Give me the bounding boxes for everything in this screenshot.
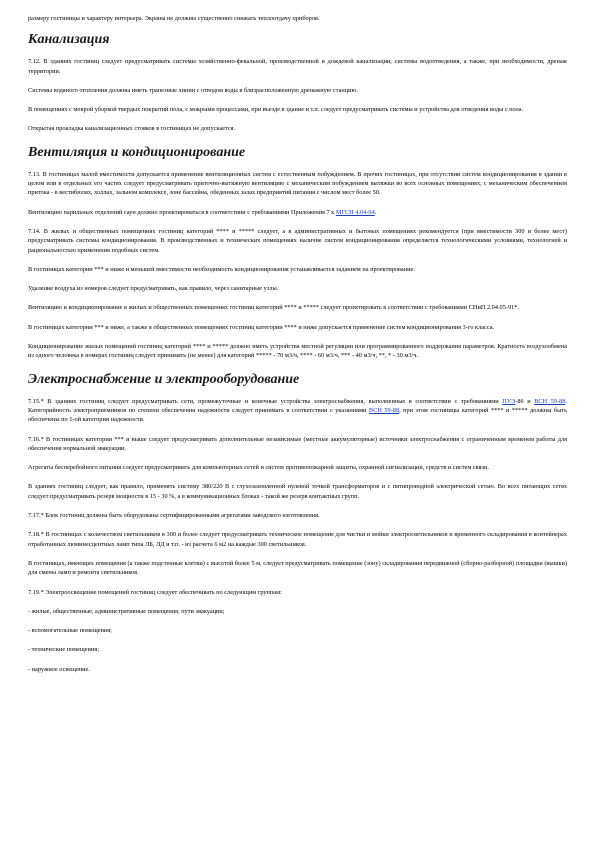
- sewage-paragraph-4: Открытая прокладка канализационных стояков в гостиницах не допускается.: [28, 125, 236, 133]
- list-item: - жилые, общественные, административные помещения, пути эвакуации;: [28, 607, 225, 615]
- sewage-paragraph-3: В помещениях с мокрой уборкой твердых покрытий пола, с мокрыми процессами, при въезде в здание и т.п. следует предусматривать системы и устройства для отведения воды с пола.: [28, 106, 524, 114]
- sewage-paragraph-2: Системы водяного отопления должны иметь трапезные линии с отводом воды в близрасположенную дренажную станцию.: [28, 86, 358, 94]
- list-item: - вспомогательные помещения;: [28, 627, 112, 635]
- section-heading-power: Электроснабжение и электрооборудование: [28, 371, 300, 387]
- ventilation-paragraph-7: В гостиницах категории *** и ниже, а также в общественных помещениях гостиниц категории **** и ниже допускается применение систем кондиционирования 3-го класса.: [28, 323, 495, 331]
- section-heading-sewage: Канализация: [28, 32, 110, 48]
- power-p1-text-b: -86 и: [515, 397, 535, 405]
- ventilation-paragraph-5: Удаление воздуха из номеров следует предусматривать, как правило, через санитарные узлы.: [28, 285, 279, 293]
- power-paragraph-4: В зданиях гостиниц следует, как правило, применять систему 380/220 В с глухозаземленной нулевой точкой трансформаторов и с пятипроводной электрической сетью. Во всех питающих сетях следует предусматривать резерв мощности в 15 - 30 %, а в коммуникационных блоках - такой же резерв контактных групп.: [28, 483, 567, 500]
- intro-paragraph: размеру гостиницы и характеру интерьера. Экраны не должны существенно снижать теплоотдачу приборов.: [28, 15, 320, 22]
- ventilation-p2-text-after: .: [374, 208, 377, 216]
- ventilation-p2-text-before: Вентиляцию парильных отделений саун должно проектироваться в соответствии с требованиями Приложения 7 к: [28, 208, 336, 216]
- power-p1-text-a: 7.15.* В зданиях гостиниц следует предусматривать сети, промежуточные и конечные устройства электроснабжения, выполненные в соответствии с требованиями: [28, 397, 503, 405]
- power-paragraph-1: [28, 397, 567, 425]
- link-pue[interactable]: ПУЭ: [502, 397, 516, 405]
- power-paragraph-7: В гостиницах, имеющих помещения (а также подстенные клетки) с высотой более 5 м, следует предусматривать помещение (зону) складирования передвижной (сборно-разборной) площадки (вышки) для смены ламп и ремонта светильников.: [28, 559, 567, 577]
- sewage-paragraph-1: 7.12. В зданиях гостиниц следует предусматривать системы хозяйственно-фекальной, производственной и дождевой канализации, системы водоотведения, а также, при необходимости, дренаж территории.: [28, 58, 567, 75]
- power-paragraph-3: Агрегаты бесперебойного питания следует предусматривать для компьютерных сетей и систем противопожарной защиты, охранной сигнализации, средств и систем связи.: [28, 464, 489, 472]
- ventilation-paragraph-1: 7.13. В гостиницах малой вместимости допускается применение вентиляционных систем с естественным побуждением. В прочих гостиницах, при отсутствии систем кондиционирования в здании в целом или в отдельных его частях следует предусматривать приточно-вытяжную вентиляцию с механическим побуждением вытяжки во всех основных помещениях; с механическим обеспечением притока - в вестибюлях, холлах, зальном комплексе, зоне бассейна, обеденных залах предприятий питания с числом мест более 50.: [28, 170, 567, 197]
- list-item: - наружное освещение.: [28, 665, 90, 673]
- ventilation-paragraph-6: Вентиляцию и кондиционирование в жилых и общественных помещениях гостиниц категорий **** и ***** следует проектировать в соответствии с требованиями СНиП 2.04.05-91*.: [28, 304, 519, 312]
- power-paragraph-8: 7.19.* Электроосвещение помещений гостиниц следует обеспечивать по следующим группам:: [28, 588, 282, 596]
- power-paragraph-5: 7.17.* Блок гостиниц должны быть оборудованы сертифицированными агрегатами заводского изготовления.: [28, 512, 320, 520]
- power-p1-text-c: . Категорийность электроприемников по степени обеспечения надежности следует принимать в соответствии с указаниями: [28, 397, 568, 414]
- link-vsn-59-88[interactable]: ВСН 59-88: [534, 397, 566, 405]
- ventilation-paragraph-4: В гостиницах категории *** и ниже и меньшей вместимости необходимость кондиционирования устанавливается заданием на проектирование.: [28, 265, 415, 273]
- ventilation-paragraph-2: [28, 208, 567, 217]
- list-item: - технические помещения;: [28, 646, 99, 654]
- power-paragraph-2: 7.16.* В гостиницах категории *** и выше следует предусматривать дополнительные независимые (местные аккумуляторные) источники электроснабжения с ограниченным временем работы для обеспечения нормальной эвакуации.: [28, 435, 567, 452]
- link-vsn-59-88-second[interactable]: ВСН 59-88: [368, 406, 400, 414]
- section-heading-ventilation: Вентиляция и кондиционирование: [28, 144, 246, 160]
- link-mgsn-4-04-94[interactable]: МГСН 4.04-94: [335, 208, 375, 216]
- ventilation-paragraph-8: Кондиционирование жилых помещений гостиниц категорий **** и ***** должно иметь устройства местной регуляции или программированного поддержания параметров. Кратность воздухообмена из одного человека в номерах гостиниц следует принимать (не менее) для категорий ***** - 70 м3/ч, **** - 60 м3/ч, *** - 40 м3/ч, **, * - 30 м3/ч.: [28, 343, 567, 360]
- power-p1-text-d: , при этом гостиницы категорий **** и ***** должны быть обеспечены по 1-ой категории надежности.: [28, 406, 568, 424]
- ventilation-paragraph-3: 7.14. В жилых и общественных помещениях гостиниц категорий **** и ***** следует, а в административных и бытовых помещениях рекомендуется (при вместимости 300 и более мест) предусматривать системы кондиционирования. В производственных и технических помещениях наличие систем кондиционирования определяется технологическими условиями, технологией и рациональностью применения подобных систем.: [28, 227, 567, 254]
- power-paragraph-6: 7.18.* В гостиницах с количеством светильников в 300 и более следует предусматривать техническое помещение для чистки и мойки электросветильников и временного складирования в контейнерах отработанных люминесцентных ламп типа ЛБ, ЛД и т.п. - из расчета 6 м2 на каждые 300 светильников.: [28, 531, 567, 548]
